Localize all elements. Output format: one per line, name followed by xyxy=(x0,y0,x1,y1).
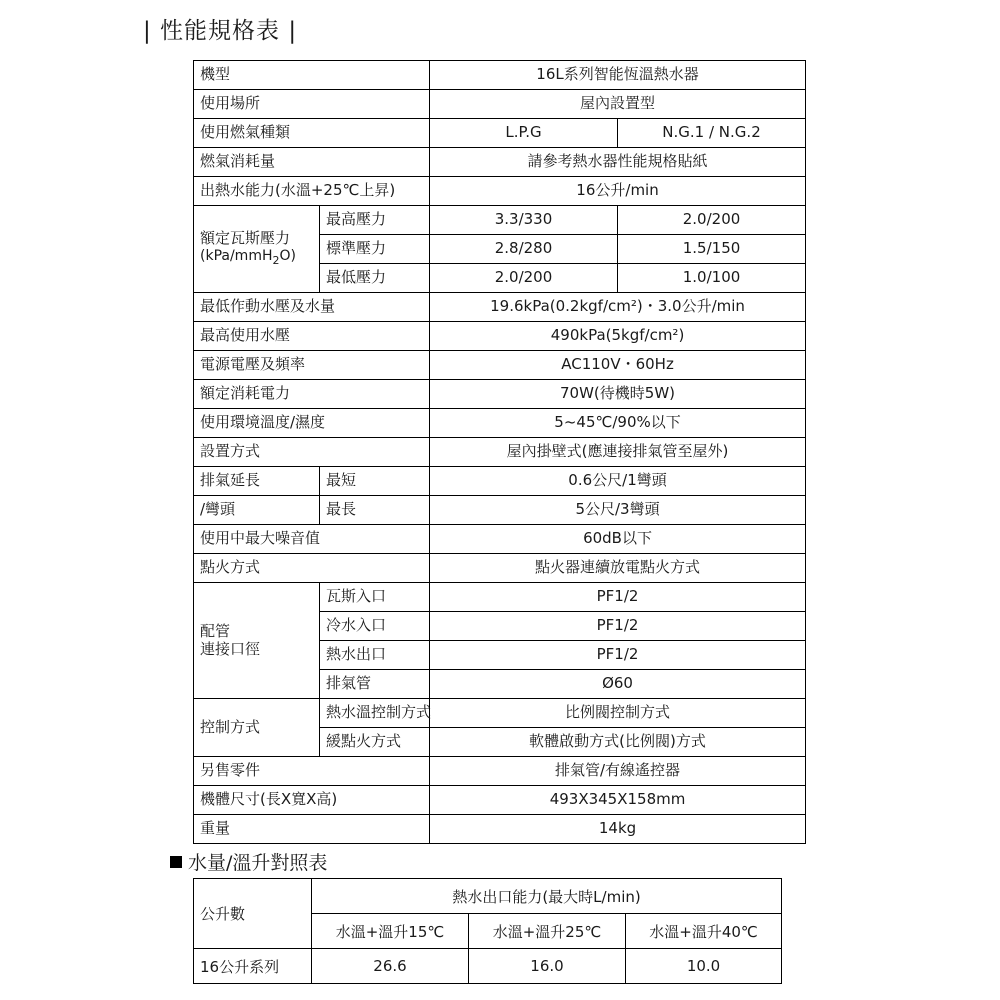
column-header-group: 熱水出口能力(最大時L/min) xyxy=(312,879,782,914)
table-row xyxy=(194,786,806,815)
sub-value: Ø60 xyxy=(430,670,806,699)
row-name: 16公升系列 xyxy=(194,949,312,984)
row-value: 點火器連續放電點火方式 xyxy=(430,554,806,583)
spec-table-title: | 性能規格表 | xyxy=(143,18,298,44)
table-row xyxy=(194,467,806,496)
row-value: 16公升/min xyxy=(430,177,806,206)
sub-value-lpg: 2.0/200 xyxy=(430,264,618,293)
sub-label: 標準壓力 xyxy=(320,235,430,264)
row-value: 493X345X158mm xyxy=(430,786,806,815)
cell-value-15: 26.6 xyxy=(312,949,469,984)
sub-label: 熱水溫控制方式 xyxy=(320,699,430,728)
table-row xyxy=(194,699,806,728)
row-value: 5~45℃/90%以下 xyxy=(430,409,806,438)
column-subheader-15: 水溫+溫升15℃ xyxy=(312,914,469,949)
row-label: 機體尺寸(長X寬X高) xyxy=(194,786,430,815)
table-header-row xyxy=(194,879,782,914)
water-table-title-text: 水量/溫升對照表 xyxy=(188,852,328,874)
table-row xyxy=(194,177,806,206)
cell-value-25: 16.0 xyxy=(469,949,626,984)
row-value-ng: N.G.1 / N.G.2 xyxy=(618,119,806,148)
table-row xyxy=(194,496,806,525)
row-value: 16L系列智能恆溫熱水器 xyxy=(430,61,806,90)
row-value: 請參考熱水器性能規格貼紙 xyxy=(430,148,806,177)
sub-label: 最低壓力 xyxy=(320,264,430,293)
cell-value-40: 10.0 xyxy=(626,949,782,984)
table-row xyxy=(194,380,806,409)
row-label: 最低作動水壓及水量 xyxy=(194,293,430,322)
row-label: 點火方式 xyxy=(194,554,430,583)
sub-label: 冷水入口 xyxy=(320,612,430,641)
table-row xyxy=(194,322,806,351)
sub-value-ng: 1.5/150 xyxy=(618,235,806,264)
row-label: 機型 xyxy=(194,61,430,90)
table-row xyxy=(194,438,806,467)
row-value-lpg: L.P.G xyxy=(430,119,618,148)
row-label: 額定消耗電力 xyxy=(194,380,430,409)
table-row xyxy=(194,293,806,322)
sub-value: 0.6公尺/1彎頭 xyxy=(430,467,806,496)
table-row xyxy=(194,90,806,119)
table-row xyxy=(194,206,806,235)
sub-value-lpg: 2.8/280 xyxy=(430,235,618,264)
column-subheader-40: 水溫+溫升40℃ xyxy=(626,914,782,949)
table-row xyxy=(194,119,806,148)
row-group-label: 控制方式 xyxy=(194,699,320,757)
table-row xyxy=(194,148,806,177)
row-label: 設置方式 xyxy=(194,438,430,467)
column-header-liters: 公升數 xyxy=(194,879,312,949)
table-row xyxy=(194,525,806,554)
water-table-title xyxy=(170,848,327,875)
row-label: 出熱水能力(水溫+25℃上昇) xyxy=(194,177,430,206)
table-row xyxy=(194,815,806,844)
sub-label: 最短 xyxy=(320,467,430,496)
group-label-line1: 配管 xyxy=(200,622,231,641)
group-label-line2: 連接口徑 xyxy=(200,639,261,658)
row-label-line1: 排氣延長 xyxy=(194,467,320,496)
sub-label: 瓦斯入口 xyxy=(320,583,430,612)
table-row xyxy=(194,351,806,380)
bullet-square-icon xyxy=(170,856,182,868)
row-value: 14kg xyxy=(430,815,806,844)
table-row xyxy=(194,61,806,90)
table-row xyxy=(194,554,806,583)
row-value: 屋內掛壁式(應連接排氣管至屋外) xyxy=(430,438,806,467)
sub-value: PF1/2 xyxy=(430,641,806,670)
water-temperature-table xyxy=(193,878,782,984)
row-label: 使用燃氣種類 xyxy=(194,119,430,148)
sub-label: 排氣管 xyxy=(320,670,430,699)
sub-value: 5公尺/3彎頭 xyxy=(430,496,806,525)
sub-value: PF1/2 xyxy=(430,612,806,641)
row-label: 最高使用水壓 xyxy=(194,322,430,351)
row-value: AC110V・60Hz xyxy=(430,351,806,380)
sub-value-ng: 1.0/100 xyxy=(618,264,806,293)
row-label: 使用場所 xyxy=(194,90,430,119)
table-row xyxy=(194,757,806,786)
row-label: 電源電壓及頻率 xyxy=(194,351,430,380)
group-label-line1: 額定瓦斯壓力 xyxy=(200,229,291,248)
table-row xyxy=(194,949,782,984)
row-value: 70W(待機時5W) xyxy=(430,380,806,409)
sub-value-ng: 2.0/200 xyxy=(618,206,806,235)
table-row xyxy=(194,583,806,612)
row-label: 燃氣消耗量 xyxy=(194,148,430,177)
row-label: 另售零件 xyxy=(194,757,430,786)
row-value: 屋內設置型 xyxy=(430,90,806,119)
row-label: 重量 xyxy=(194,815,430,844)
sub-value: 比例閥控制方式 xyxy=(430,699,806,728)
row-value: 19.6kPa(0.2kgf/cm²)・3.0公升/min xyxy=(430,293,806,322)
row-group-label xyxy=(194,583,320,699)
sub-label: 熱水出口 xyxy=(320,641,430,670)
row-label: 使用中最大噪音值 xyxy=(194,525,430,554)
sub-label: 緩點火方式 xyxy=(320,728,430,757)
sub-label: 最高壓力 xyxy=(320,206,430,235)
row-group-label xyxy=(194,206,320,293)
row-value: 排氣管/有線遙控器 xyxy=(430,757,806,786)
sub-value: 軟體啟動方式(比例閥)方式 xyxy=(430,728,806,757)
specification-table xyxy=(193,60,806,844)
sub-value-lpg: 3.3/330 xyxy=(430,206,618,235)
row-value: 60dB以下 xyxy=(430,525,806,554)
row-value: 490kPa(5kgf/cm²) xyxy=(430,322,806,351)
row-label-line2: /彎頭 xyxy=(194,496,320,525)
sub-label: 最長 xyxy=(320,496,430,525)
table-row xyxy=(194,409,806,438)
group-label-line2: (kPa/mmH$_2$O) xyxy=(200,248,296,268)
sub-value: PF1/2 xyxy=(430,583,806,612)
row-label: 使用環境溫度/濕度 xyxy=(194,409,430,438)
column-subheader-25: 水溫+溫升25℃ xyxy=(469,914,626,949)
